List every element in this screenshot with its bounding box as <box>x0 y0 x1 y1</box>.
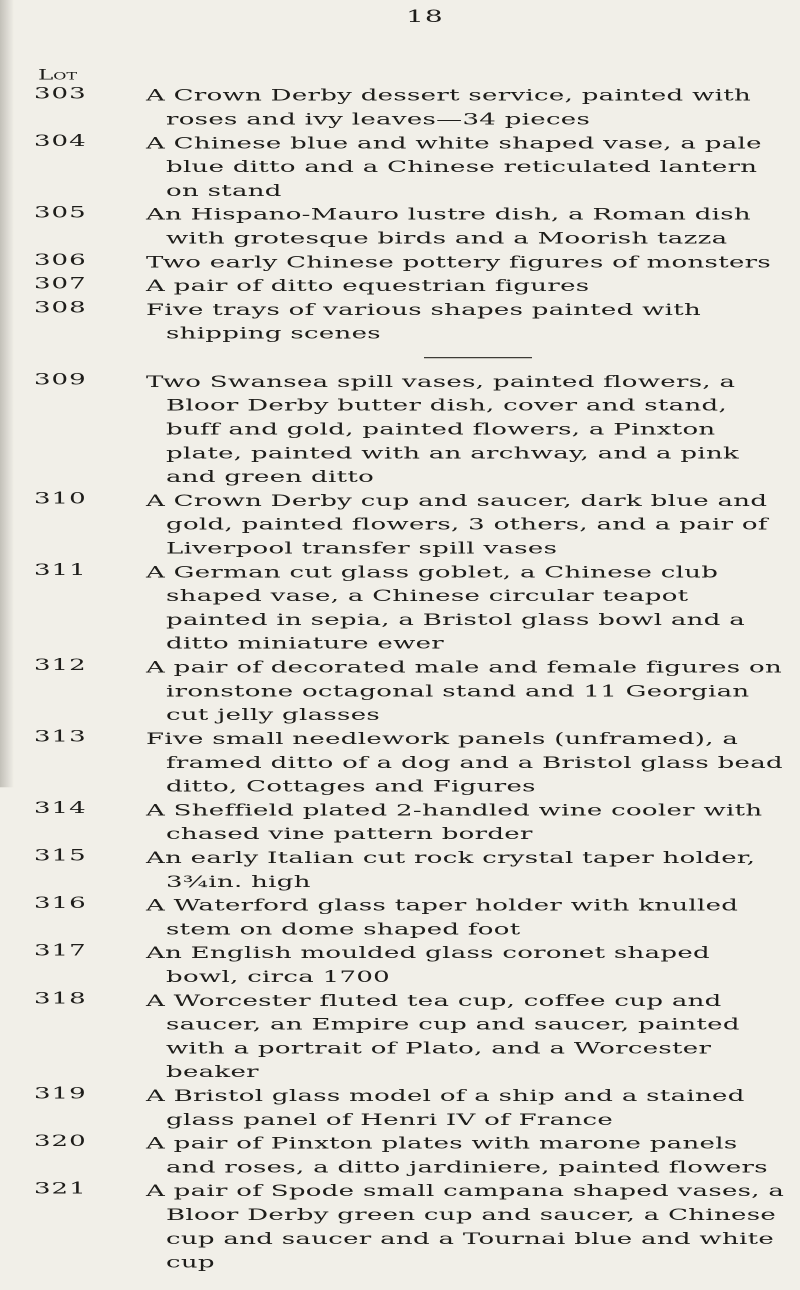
lot-description: A Crown Derby dessert service, painted with roses and ivy leaves—34 pieces <box>146 86 752 129</box>
lot-number: 315 <box>34 846 87 865</box>
lot-number: 308 <box>34 298 87 317</box>
lot-description: An Hispano-Mauro lustre dish, a Roman dish with grotesque birds and a Moorish tazza <box>146 205 751 248</box>
lot-description: A German cut glass goblet, a Chinese club shaped vase, a Chinese circular teapot painted in sepia, a Bristol glass bowl and a ditto miniature ewer <box>146 563 746 654</box>
lot-number: 303 <box>34 84 87 103</box>
lot-number: 316 <box>34 894 87 913</box>
lot-description: A Worcester fluted tea cup, coffee cup and saucer, an Empire cup and saucer, painted with a portrait of Plato, and a Worcester beaker <box>146 991 740 1082</box>
lot-number: 317 <box>34 941 87 961</box>
lot-number: 312 <box>34 656 87 675</box>
lot-number: 320 <box>34 1132 87 1151</box>
lot-description: An early Italian cut rock crystal taper holder, 3¾in. high <box>146 848 756 892</box>
lot-number: 305 <box>34 203 87 222</box>
lot-description: A Sheffield plated 2-handled wine cooler with chased vine pattern border <box>146 801 763 844</box>
page-number: 18 <box>406 6 444 27</box>
lot-number: 314 <box>34 798 87 818</box>
lot-description: A pair of ditto equestrian figures <box>146 277 590 296</box>
lot-column-header: Lot <box>38 67 78 84</box>
lot-number: 309 <box>34 370 87 389</box>
lot-description: A pair of Pinxton plates with marone panels and roses, a ditto jardiniere, painted flowers <box>146 1134 768 1177</box>
lot-number: 313 <box>34 727 87 746</box>
lot-number: 321 <box>34 1179 87 1199</box>
lot-description: A Waterford glass taper holder with knulled stem on dome shaped foot <box>146 896 739 939</box>
lot-description: Two early Chinese pottery figures of monsters <box>146 253 772 272</box>
lot-description: A Bristol glass model of a ship and a stained glass panel of Henri IV of France <box>146 1086 745 1130</box>
lot-description: Five small needlework panels (unframed), a framed ditto of a dog and a Bristol glass bead ditto, Cottages and Figures <box>146 729 783 796</box>
lot-description: A Crown Derby cup and saucer, dark blue and gold, painted flowers, 3 others, and a pair of Liverpool transfer spill vases <box>146 491 768 558</box>
lot-number: 311 <box>34 560 87 580</box>
lot-description: A pair of decorated male and female figures on ironstone octagonal stand and 11 Georgian cut jelly glasses <box>146 658 783 725</box>
lot-description: A pair of Spode small campana shaped vases, a Bloor Derby green cup and saucer, a Chinese cup and saucer and a Tournai blue and white cup <box>146 1182 785 1272</box>
lot-description: Five trays of various shapes painted with shipping scenes <box>146 300 702 343</box>
lot-number: 319 <box>34 1084 87 1103</box>
lot-description: Two Swansea spill vases, painted flowers, a Bloor Derby butter dish, cover and stand, buff and gold, painted flowers, a Pinxton plate, painted with an archway, and a pink and green ditto <box>146 372 740 487</box>
lot-number: 306 <box>34 250 87 270</box>
lot-number: 310 <box>34 489 87 508</box>
lot-description: An English moulded glass coronet shaped bowl, circa 1700 <box>146 944 710 987</box>
lot-number: 307 <box>34 274 87 293</box>
lot-number: 318 <box>34 989 87 1008</box>
page-edge-shadow <box>0 0 14 787</box>
lot-description: A Chinese blue and white shaped vase, a pale blue ditto and a Chinese reticulated lantern on stand <box>146 134 762 201</box>
lot-number: 304 <box>34 131 87 151</box>
section-divider <box>424 357 532 358</box>
